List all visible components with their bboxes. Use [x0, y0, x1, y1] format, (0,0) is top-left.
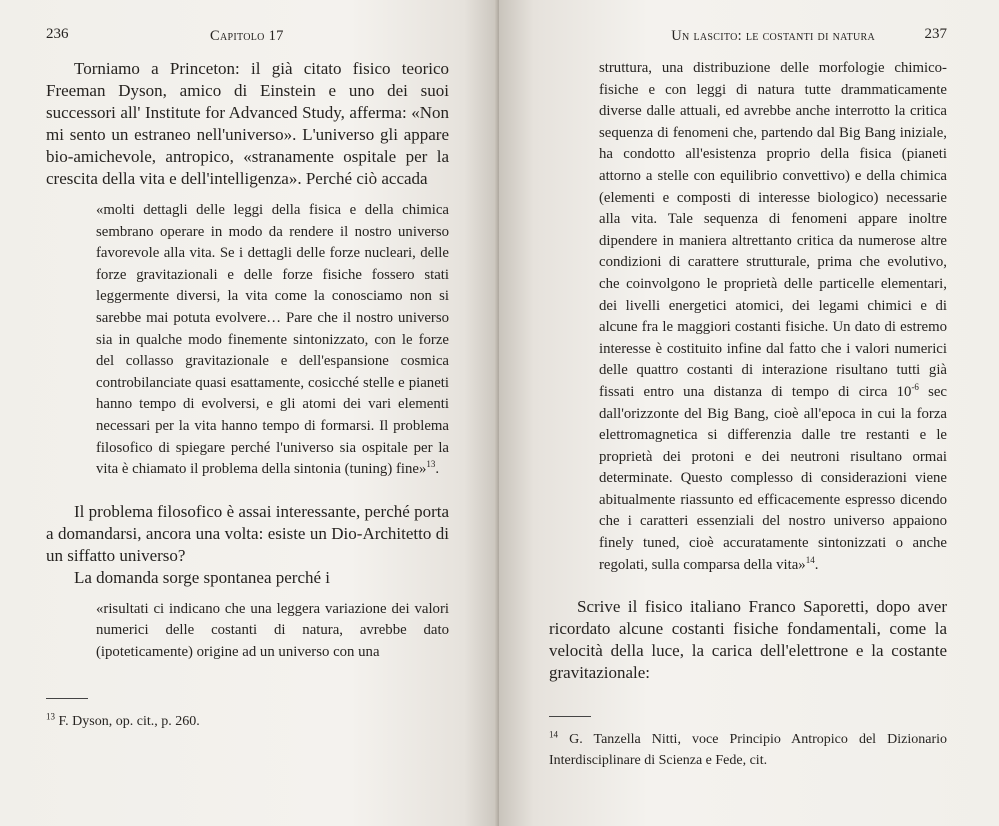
quote-end: .: [435, 461, 440, 478]
quote-text: «molti dettagli delle leggi della fisica e della chimica sembrano operare in modo da rendere il nostro universo favorevole alla vita. Se i dettagli delle forze nucleari, delle forze gravitazionali e delle forze fisiche fossero stati leggermente diversi, la vita come la conosciamo non si sarebbe mai potuta evolvere… Pare che il nostro universo sia in qualche modo finemente sintonizzato, con le forze del collasso gravitazionale e dell'espansione cosmica controbilanciate quasi esattamente, cosicché stelle e pianeti hanno tempo di evolversi, e gli atomi dei vari elementi necessari per la vita hanno tempo di formarsi. Il problema filosofico di spiegare perché l'universo sia ospitale per la vita è chiamato il problema della sintonia (tuning) fine»: [96, 202, 449, 478]
footnote: [46, 711, 449, 732]
quote-text: sec dall'orizzonte del Big Bang, cioè all'epoca in cui la forza elettromagnetica si differenzia dalle tre restanti e le proprietà dei protoni e dei neutroni risultano ormai determinate. Questo complesso di considerazioni viene abitualmente riassunto ed efficacemente espresso dicendo che i caratteri essenziali del nostro universo appaiono finely tuned, cioè accuratamente sintonizzati o anche regolati, sulla comparsa della vita»: [599, 383, 947, 573]
block-quote: «risultati ci indicano che una leggera variazione dei valori numerici delle costanti di natura, avrebbe dato (ipoteticamente) origine ad un universo con una: [96, 600, 449, 660]
page-number: 236: [46, 26, 69, 42]
quote-text: struttura, una distribuzione delle morfologie chimico-fisiche e con leggi di natura tutte drammaticamente diverse dalle attuali, ed avrebbe anche interrotto la critica sequenza di fenomeni che, partendo dal Big Bang iniziale, ha condotto all'esistenza proprio della fisica (pianeti attorno a stelle con equilibrio convettivo) e della chimica (elementi e composti di interesse biologico) necessarie alla vita. Tale sequenza di fenomeni appare inoltre dipendere in maniera altrettanto critica da numerose altre condizioni di carattere strutturale, prima che evolutivo, che coinvolgono le proprietà delle particelle elementari, dei livelli energetici atomici, dei legami chimici e di alcune fra le maggiori costanti fisiche. Un dato di estremo interesse è costituito infine dal fatto che i valori numerici delle quattro costanti di interazione risultano tutti già fissati entro una distanza di tempo di circa 10: [599, 60, 947, 400]
right-header: [549, 26, 947, 52]
paragraph: La domanda sorge spontanea perché i: [74, 567, 331, 587]
footnote-ref: 14: [805, 554, 815, 565]
footnote-text: F. Dyson, op. cit., p. 260.: [58, 713, 200, 729]
footnote-rule: [46, 698, 88, 699]
left-header: [46, 26, 449, 52]
footnote-rule: [549, 716, 591, 717]
footnote: [549, 729, 947, 771]
footnote-number: 13: [46, 710, 55, 721]
page-number: 237: [924, 26, 947, 42]
paragraph: Torniamo a Princeton: il già citato fisico teorico Freeman Dyson, amico di Einstein e uno dei suoi successori all' Institute for Advanced Study, afferma: «Non mi sento un estraneo nell'universo». L'universo gli appare bio-amichevole, antropico, «stranamente ospitale per la crescita della vita e dell'intelligenza». Perché ciò accada: [46, 59, 449, 188]
block-quote: [46, 200, 449, 481]
footnote-ref: 13: [426, 459, 436, 470]
footnote-text: G. Tanzella Nitti, voce Principio Antropico del Dizionario Interdisciplinare di Scienza e Fede, cit.: [549, 732, 948, 769]
block-quote-continued: [549, 58, 947, 576]
paragraph: Scrive il fisico italiano Franco Saporetti, dopo aver ricordato alcune costanti fisiche fondamentali, come la velocità della luce, la carica dell'elettrone e la costante gravitazionale:: [549, 597, 947, 683]
left-page: [0, 0, 499, 826]
exponent: -6: [911, 381, 919, 392]
quote-end: .: [814, 556, 819, 573]
running-head: Capitolo 17: [210, 28, 284, 44]
right-page: [499, 0, 999, 826]
footnote-number: 14: [549, 729, 558, 740]
paragraph: Il problema filosofico è assai interessante, perché porta a domandarsi, ancora una volta: esiste un Dio-Architetto di un siffatto universo?: [46, 501, 449, 565]
running-head: Un lascito: le costanti di natura: [671, 28, 875, 44]
